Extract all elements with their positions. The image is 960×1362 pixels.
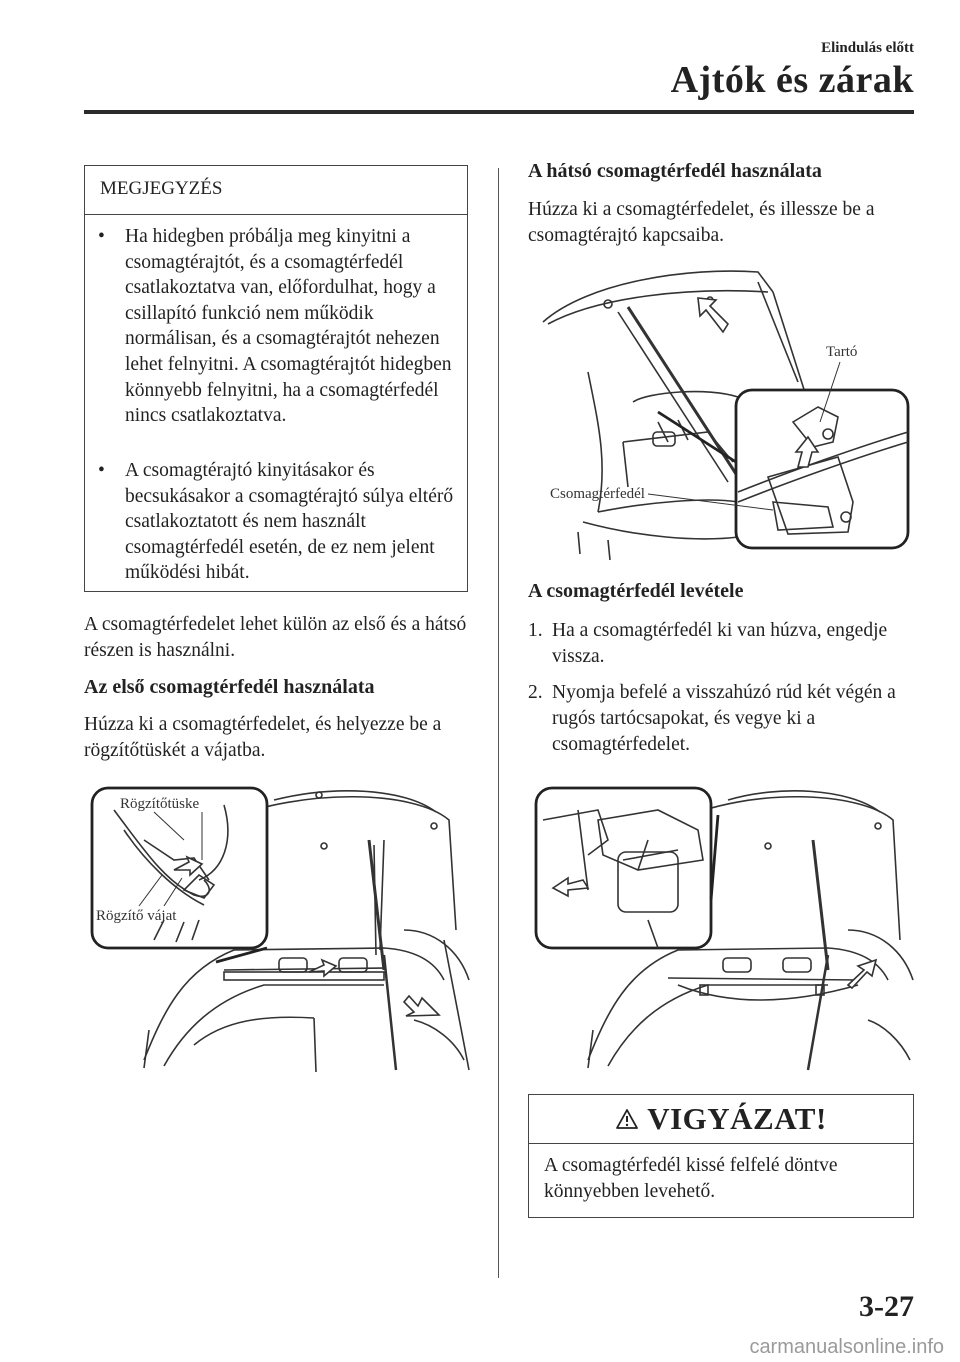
caution-separator <box>529 1143 913 1144</box>
bullet-icon: • <box>98 460 105 481</box>
page-number: 3-27 <box>859 1290 914 1323</box>
front-cover-text: Húzza ki a csomagtérfedelet, és helyezze be a rögzítőtüskét a vájatba. <box>84 714 442 761</box>
removal-heading: A csomagtérfedél levétele <box>528 580 744 602</box>
warning-triangle-icon <box>615 1108 639 1130</box>
section-title: Elindulás előtt <box>821 40 914 56</box>
front-cover-heading: Az első csomagtérfedél használata <box>84 676 375 698</box>
caution-title: VIGYÁZAT! <box>647 1101 827 1136</box>
front-cover-illustration <box>84 780 474 1072</box>
caution-header <box>529 1095 913 1143</box>
note-separator <box>85 214 467 215</box>
rear-cover-illustration <box>528 262 918 562</box>
label-pin: Rögzítőtüske <box>120 796 200 812</box>
step-number: 2. <box>528 682 543 703</box>
caution-text: A csomagtérfedél kissé felfelé döntve könnyebben levehető. <box>544 1155 838 1202</box>
rear-cover-heading: A hátsó csomagtérfedél használata <box>528 160 822 182</box>
note-item <box>98 458 459 586</box>
step-text: Ha a csomagtérfedél ki van húzva, engedje vissza. <box>552 620 888 667</box>
chapter-title: Ajtók és zárak <box>670 59 914 101</box>
bullet-icon: • <box>98 226 105 247</box>
rear-cover-text: Húzza ki a csomagtérfedelet, és illessze be a csomagtérajtó kapcsaiba. <box>528 199 875 246</box>
removal-step <box>528 618 914 670</box>
note-item-text: Ha hidegben próbálja meg kinyitni a csomagtérajtót, és a csomagtérfedél csatlakoztatva van, előfordulhat, hogy a csillapító funkció nem működik normálisan, és a csomagtérajtót nehezen lehet felnyitni. A csomagtérajtót hidegben könnyebb felnyitni, ha a csomagtérfedél nincs csatlakoztatva. <box>125 226 452 427</box>
label-cover: Csomagtérfedél <box>550 486 645 502</box>
step-text: Nyomja befelé a visszahúzó rúd két végén a rugós tartócsapokat, és vegye ki a csomagtérfedelet. <box>552 682 896 755</box>
label-groove: Rögzítő vájat <box>96 908 177 924</box>
removal-step <box>528 680 914 758</box>
watermark: carmanualsonline.info <box>749 1336 944 1358</box>
column-divider <box>498 168 499 1278</box>
note-item <box>98 224 459 429</box>
removal-illustration <box>528 780 918 1072</box>
header-rule <box>84 110 914 114</box>
intro-paragraph: A csomagtérfedelet lehet külön az első és a hátsó részen is használni. <box>84 614 467 661</box>
note-box <box>84 165 468 592</box>
note-title: MEGJEGYZÉS <box>100 178 223 199</box>
caution-box <box>528 1094 914 1218</box>
label-holder: Tartó <box>826 344 858 360</box>
note-item-text: A csomagtérajtó kinyitásakor és becsukásakor a csomagtérajtó súlya eltérő csatlakoztatott és nem használt csomagtérfedél esetén, de ez nem jelent működési hibát. <box>125 460 454 584</box>
step-number: 1. <box>528 620 543 641</box>
